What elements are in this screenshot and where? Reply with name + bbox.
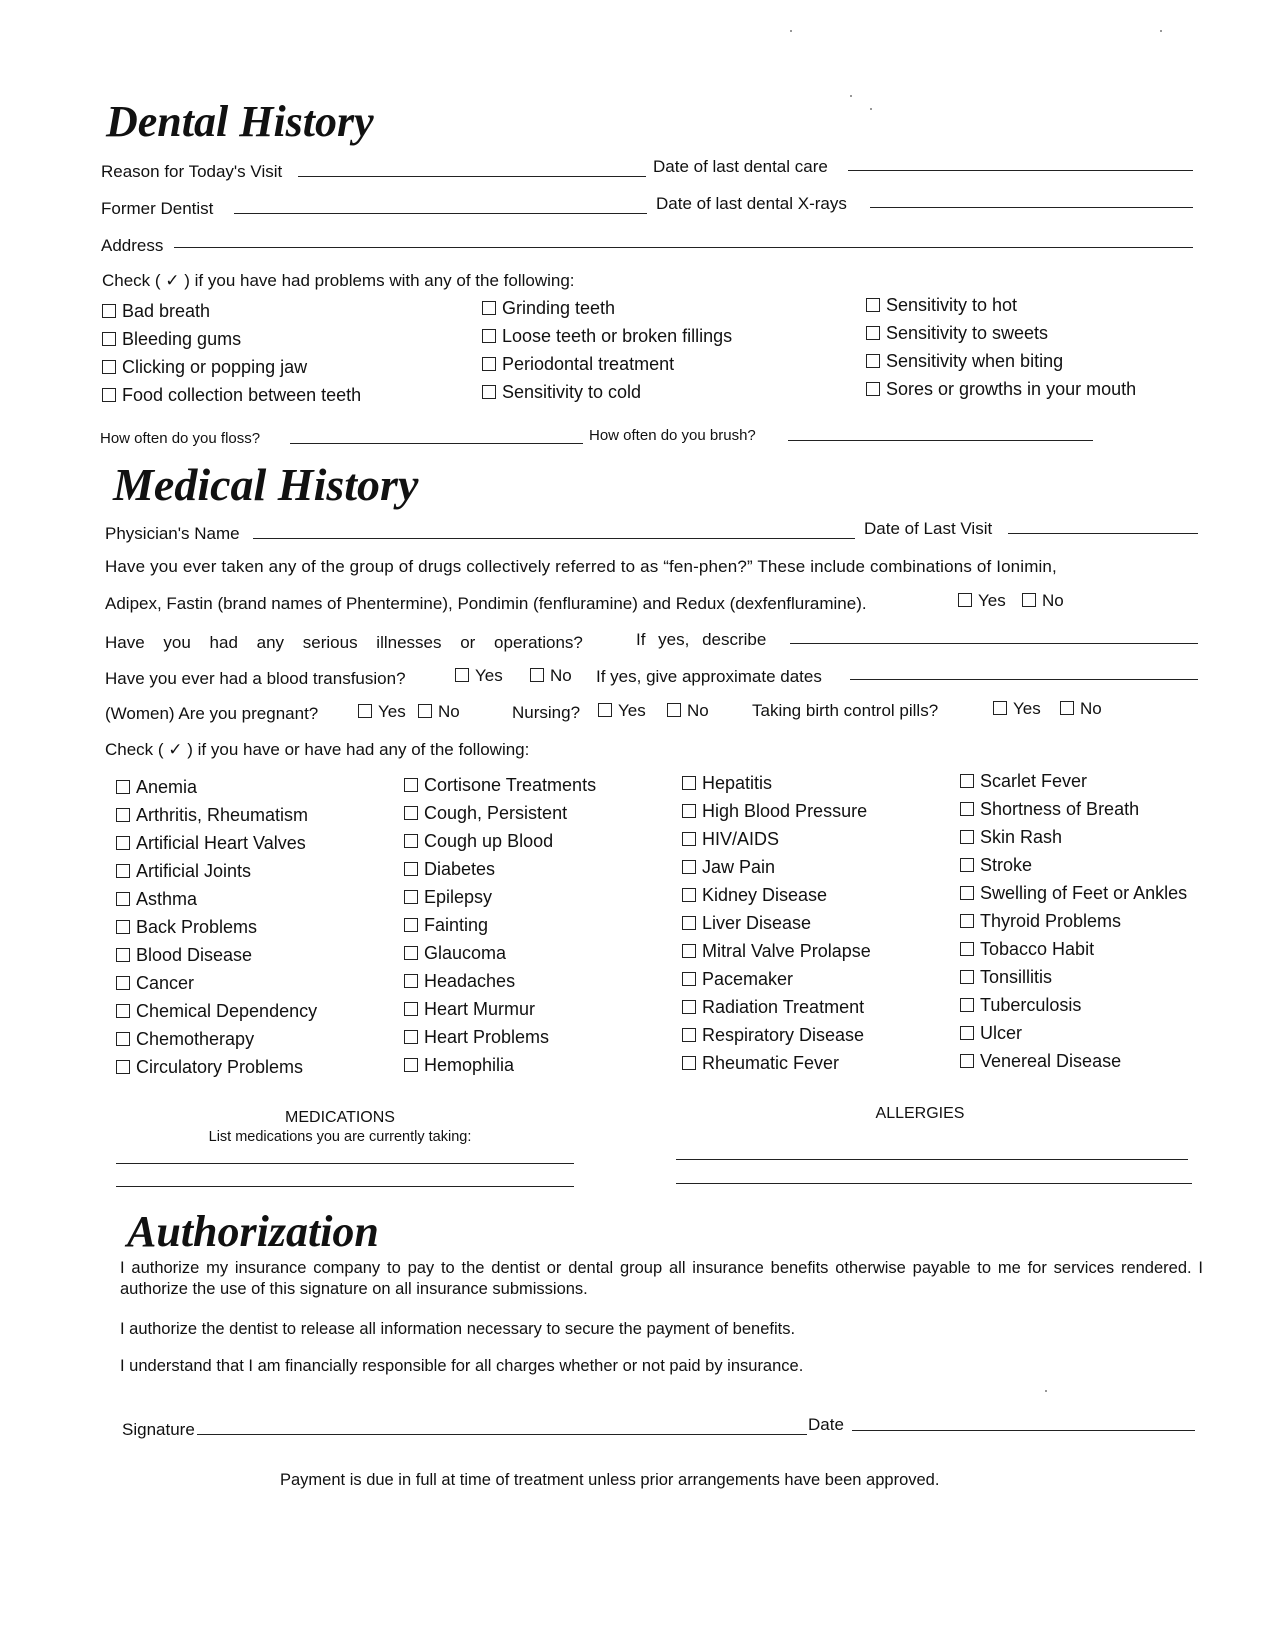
checkbox[interactable] (960, 802, 974, 816)
checkbox[interactable] (116, 836, 130, 850)
dental-problem-item[interactable]: Sensitivity to sweets (866, 324, 1048, 342)
checkbox[interactable] (960, 774, 974, 788)
transfusion-yes[interactable]: Yes (455, 667, 503, 684)
condition-item[interactable]: Chemotherapy (116, 1030, 254, 1048)
signature-field[interactable] (197, 1434, 807, 1435)
condition-item[interactable]: Cough up Blood (404, 832, 553, 850)
medications-subtitle: List medications you are currently taking: (208, 1129, 472, 1145)
checkbox[interactable] (682, 1000, 696, 1014)
checkbox[interactable] (866, 298, 880, 312)
checkbox[interactable] (455, 668, 469, 682)
checkbox[interactable] (960, 998, 974, 1012)
pregnant-yes[interactable]: Yes (358, 703, 406, 720)
allergies-field-1[interactable] (676, 1159, 1188, 1160)
illness-label: Have you had any serious illnesses or operations? (105, 633, 583, 652)
date-field[interactable] (852, 1430, 1195, 1431)
checkbox[interactable] (116, 1004, 130, 1018)
checkbox[interactable] (116, 864, 130, 878)
fenphen-question-line1: Have you ever taken any of the group of drugs collectively referred to as “fen-phen?” These include combinations of Ionimin, (105, 557, 1057, 576)
medical-history-title: Medical History (113, 459, 419, 510)
condition-item[interactable]: Chemical Dependency (116, 1002, 317, 1020)
checkbox[interactable] (404, 918, 418, 932)
birth-control-label: Taking birth control pills? (752, 701, 939, 720)
transfusion-dates-label: If yes, give approximate dates (596, 667, 822, 686)
physician-label: Physician's Name (105, 524, 240, 543)
checkbox[interactable] (116, 920, 130, 934)
transfusion-dates-field[interactable] (850, 679, 1198, 680)
checkbox[interactable] (116, 808, 130, 822)
illness-field[interactable] (790, 643, 1198, 644)
date-label: Date (808, 1415, 844, 1434)
checkbox[interactable] (682, 916, 696, 930)
checkbox[interactable] (960, 970, 974, 984)
checkbox[interactable] (404, 946, 418, 960)
condition-item[interactable]: HIV/AIDS (682, 830, 779, 848)
checkbox[interactable] (682, 1056, 696, 1070)
former-dentist-label: Former Dentist (101, 199, 214, 218)
condition-item[interactable]: Cortisone Treatments (404, 776, 596, 794)
medications-title: MEDICATIONS (285, 1109, 395, 1126)
condition-item[interactable]: Shortness of Breath (960, 800, 1139, 818)
condition-item[interactable]: Swelling of Feet or Ankles (960, 884, 1187, 902)
checkbox[interactable] (682, 776, 696, 790)
checkbox[interactable] (116, 976, 130, 990)
condition-item[interactable]: Hemophilia (404, 1056, 514, 1074)
dental-problem-item[interactable]: Sensitivity to cold (482, 383, 641, 401)
checkbox[interactable] (102, 332, 116, 346)
birth-control-no[interactable]: No (1060, 700, 1102, 717)
checkbox[interactable] (682, 832, 696, 846)
dental-check-intro: Check ( ✓ ) if you have had problems with any of the following: (102, 271, 575, 290)
condition-item[interactable]: Heart Problems (404, 1028, 549, 1046)
condition-item[interactable]: Arthritis, Rheumatism (116, 806, 308, 824)
medications-field-2[interactable] (116, 1186, 574, 1187)
dental-problem-item[interactable]: Bleeding gums (102, 330, 241, 348)
checkbox[interactable] (102, 360, 116, 374)
condition-item[interactable]: Radiation Treatment (682, 998, 864, 1016)
checkbox[interactable] (960, 1054, 974, 1068)
condition-item[interactable]: Mitral Valve Prolapse (682, 942, 871, 960)
authorization-paragraph-1: I authorize my insurance company to pay to the dentist or dental group all insurance benefits otherwise payable to me for services rendered. I authorize the use of this signature on all insurance submissions. (120, 1259, 1203, 1298)
condition-item[interactable]: Skin Rash (960, 828, 1062, 846)
condition-item[interactable]: High Blood Pressure (682, 802, 867, 820)
checkbox[interactable] (102, 304, 116, 318)
authorization-paragraph-3: I understand that I am financially responsible for all charges whether or not paid by insurance. (120, 1357, 804, 1375)
checkbox[interactable] (960, 830, 974, 844)
checkbox[interactable] (482, 301, 496, 315)
allergies-field-2[interactable] (676, 1183, 1192, 1184)
fenphen-no[interactable]: No (1022, 592, 1064, 609)
checkbox[interactable] (960, 942, 974, 956)
condition-item[interactable]: Liver Disease (682, 914, 811, 932)
checkbox[interactable] (682, 860, 696, 874)
transfusion-label: Have you ever had a blood transfusion? (105, 669, 406, 688)
checkbox[interactable] (530, 668, 544, 682)
birth-control-yes[interactable]: Yes (993, 700, 1041, 717)
fenphen-yes[interactable]: Yes (958, 592, 1006, 609)
condition-item[interactable]: Heart Murmur (404, 1000, 535, 1018)
address-label: Address (101, 236, 164, 255)
condition-item[interactable]: Diabetes (404, 860, 495, 878)
checkbox[interactable] (404, 806, 418, 820)
fenphen-question-line2: Adipex, Fastin (brand names of Phentermine), Pondimin (fenfluramine) and Redux (dexfenfluramine). (105, 594, 867, 613)
condition-item[interactable]: Tonsillitis (960, 968, 1052, 986)
authorization-title: Authorization (127, 1207, 379, 1256)
scan-speck (1045, 1390, 1047, 1392)
condition-item[interactable]: Cough, Persistent (404, 804, 567, 822)
floss-label: How often do you floss? (100, 430, 261, 447)
physician-field[interactable] (253, 538, 855, 539)
condition-item[interactable]: Pacemaker (682, 970, 793, 988)
checkbox[interactable] (404, 778, 418, 792)
checkbox[interactable] (358, 704, 372, 718)
condition-item[interactable]: Tuberculosis (960, 996, 1081, 1014)
checkbox[interactable] (682, 944, 696, 958)
last-care-label: Date of last dental care (653, 157, 828, 176)
dental-problem-item[interactable]: Sensitivity when biting (866, 352, 1063, 370)
last-care-field[interactable] (848, 170, 1193, 171)
condition-item[interactable]: Anemia (116, 778, 197, 796)
reason-field[interactable] (298, 176, 646, 177)
checkbox[interactable] (404, 834, 418, 848)
condition-item[interactable]: Hepatitis (682, 774, 772, 792)
dental-problem-item[interactable]: Grinding teeth (482, 299, 615, 317)
checkbox[interactable] (682, 804, 696, 818)
checkbox[interactable] (667, 703, 681, 717)
scan-speck (870, 108, 872, 110)
medications-field-1[interactable] (116, 1163, 574, 1164)
checkbox[interactable] (1022, 593, 1036, 607)
nursing-label: Nursing? (512, 703, 581, 722)
condition-item[interactable]: Respiratory Disease (682, 1026, 864, 1044)
address-field[interactable] (174, 247, 1193, 248)
checkbox[interactable] (682, 888, 696, 902)
checkbox[interactable] (482, 357, 496, 371)
condition-item[interactable]: Ulcer (960, 1024, 1022, 1042)
checkbox[interactable] (866, 382, 880, 396)
nursing-yes[interactable]: Yes (598, 702, 646, 719)
checkbox[interactable] (598, 703, 612, 717)
checkbox[interactable] (866, 326, 880, 340)
checkbox[interactable] (404, 974, 418, 988)
floss-field[interactable] (290, 443, 583, 444)
checkbox[interactable] (404, 1002, 418, 1016)
scan-speck (790, 30, 792, 32)
checkbox[interactable] (116, 1060, 130, 1074)
condition-item[interactable]: Thyroid Problems (960, 912, 1121, 930)
condition-item[interactable]: Cancer (116, 974, 194, 992)
condition-item[interactable]: Artificial Heart Valves (116, 834, 306, 852)
last-visit-label: Date of Last Visit (864, 519, 993, 538)
checkbox[interactable] (958, 593, 972, 607)
condition-item[interactable]: Asthma (116, 890, 197, 908)
checkbox[interactable] (116, 1032, 130, 1046)
checkbox[interactable] (993, 701, 1007, 715)
condition-item[interactable]: Tobacco Habit (960, 940, 1094, 958)
condition-item[interactable]: Stroke (960, 856, 1032, 874)
condition-item[interactable]: Scarlet Fever (960, 772, 1087, 790)
dental-problem-item[interactable]: Bad breath (102, 302, 210, 320)
checkbox[interactable] (404, 1058, 418, 1072)
checkbox[interactable] (960, 858, 974, 872)
pregnant-no[interactable]: No (418, 703, 460, 720)
pregnant-label: (Women) Are you pregnant? (105, 704, 319, 723)
condition-item[interactable]: Back Problems (116, 918, 257, 936)
dental-problem-item[interactable]: Periodontal treatment (482, 355, 674, 373)
reason-label: Reason for Today's Visit (101, 162, 283, 181)
checkbox[interactable] (960, 886, 974, 900)
condition-item[interactable]: Jaw Pain (682, 858, 775, 876)
condition-item[interactable]: Rheumatic Fever (682, 1054, 839, 1072)
transfusion-no[interactable]: No (530, 667, 572, 684)
checkbox[interactable] (960, 1026, 974, 1040)
dental-problem-item[interactable]: Food collection between teeth (102, 386, 361, 404)
last-xrays-label: Date of last dental X-rays (656, 194, 847, 213)
former-dentist-field[interactable] (234, 213, 647, 214)
checkbox[interactable] (102, 388, 116, 402)
checkbox[interactable] (404, 1030, 418, 1044)
checkbox[interactable] (682, 972, 696, 986)
checkbox[interactable] (482, 385, 496, 399)
checkbox[interactable] (404, 890, 418, 904)
last-xrays-field[interactable] (870, 207, 1193, 208)
condition-item[interactable]: Fainting (404, 916, 488, 934)
last-visit-field[interactable] (1008, 533, 1198, 534)
condition-item[interactable]: Kidney Disease (682, 886, 827, 904)
condition-item[interactable]: Epilepsy (404, 888, 492, 906)
authorization-paragraph-2: I authorize the dentist to release all information necessary to secure the payment of benefits. (120, 1320, 796, 1338)
illness-describe-label: If yes, describe (636, 630, 767, 649)
dental-problem-item[interactable]: Clicking or popping jaw (102, 358, 307, 376)
condition-item[interactable]: Venereal Disease (960, 1052, 1121, 1070)
scan-speck (1160, 30, 1162, 32)
allergies-title: ALLERGIES (875, 1105, 965, 1122)
checkbox[interactable] (960, 914, 974, 928)
checkbox[interactable] (116, 780, 130, 794)
checkbox[interactable] (418, 704, 432, 718)
brush-field[interactable] (788, 440, 1093, 441)
scan-speck (850, 95, 852, 97)
checkbox[interactable] (116, 892, 130, 906)
dental-problem-item[interactable]: Sores or growths in your mouth (866, 380, 1136, 398)
condition-item[interactable]: Headaches (404, 972, 515, 990)
condition-item[interactable]: Blood Disease (116, 946, 252, 964)
brush-label: How often do you brush? (589, 427, 756, 444)
checkbox[interactable] (1060, 701, 1074, 715)
condition-item[interactable]: Glaucoma (404, 944, 506, 962)
dental-history-title: Dental History (106, 97, 374, 146)
dental-problem-item[interactable]: Loose teeth or broken fillings (482, 327, 732, 345)
signature-label: Signature (122, 1420, 195, 1439)
nursing-no[interactable]: No (667, 702, 709, 719)
checkbox[interactable] (682, 1028, 696, 1042)
payment-footer: Payment is due in full at time of treatment unless prior arrangements have been approved. (280, 1471, 940, 1489)
dental-problem-item[interactable]: Sensitivity to hot (866, 296, 1017, 314)
condition-item[interactable]: Artificial Joints (116, 862, 251, 880)
medical-check-intro: Check ( ✓ ) if you have or have had any of the following: (105, 740, 530, 759)
condition-item[interactable]: Circulatory Problems (116, 1058, 303, 1076)
checkbox[interactable] (404, 862, 418, 876)
checkbox[interactable] (482, 329, 496, 343)
checkbox[interactable] (116, 948, 130, 962)
checkbox[interactable] (866, 354, 880, 368)
